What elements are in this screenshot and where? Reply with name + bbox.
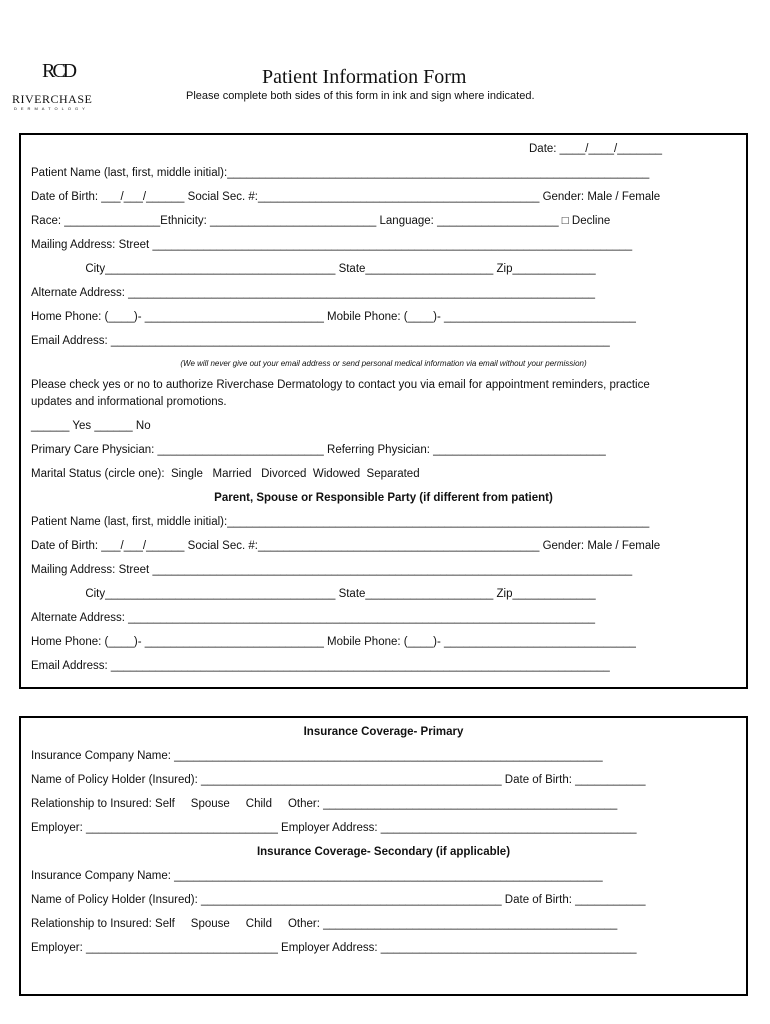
primary-policy-holder-field[interactable]: Name of Policy Holder (Insured): _______________________________________________ Date of Birth: ___________ <box>31 774 646 786</box>
form-subtitle: Please complete both sides of this form in ink and sign where indicated. <box>186 90 535 102</box>
phone-fields[interactable]: Home Phone: (____)- ____________________________ Mobile Phone: (____)- ______________________________ <box>31 311 636 323</box>
responsible-mailing-address-field[interactable]: Mailing Address: Street ___________________________________________________________________________ <box>31 564 633 576</box>
primary-employer-field[interactable]: Employer: ______________________________ Employer Address: ________________________________________ <box>31 822 637 834</box>
logo-name: RIVERCHASE <box>12 92 93 106</box>
email-consent-text: Please check yes or no to authorize Riverchase Dermatology to contact you via email for appointment reminders, practice <box>31 379 650 391</box>
secondary-policy-holder-field[interactable]: Name of Policy Holder (Insured): _______________________________________________ Date of Birth: ___________ <box>31 894 646 906</box>
mailing-address-field[interactable]: Mailing Address: Street ___________________________________________________________________________ <box>31 239 633 251</box>
responsible-phone-fields[interactable]: Home Phone: (____)- ____________________________ Mobile Phone: (____)- ______________________________ <box>31 636 636 648</box>
physician-fields[interactable]: Primary Care Physician: __________________________ Referring Physician: ___________________________ <box>31 444 606 456</box>
responsible-name-field[interactable]: Patient Name (last, first, middle initial):__________________________________________________________________ <box>31 516 650 528</box>
secondary-relationship-field[interactable]: Relationship to Insured: Self Spouse Child Other: ______________________________________________ <box>31 918 618 930</box>
race-ethnicity-language-field[interactable]: Race: _______________Ethnicity: __________________________ Language: ___________________ □ Decline <box>31 215 611 227</box>
date-field[interactable]: Date: ____/____/_______ <box>529 143 663 155</box>
responsible-party-heading: Parent, Spouse or Responsible Party (if different from patient) <box>214 492 553 504</box>
form-title: Patient Information Form <box>262 66 467 88</box>
primary-relationship-field[interactable]: Relationship to Insured: Self Spouse Child Other: ______________________________________________ <box>31 798 618 810</box>
email-address-field[interactable]: Email Address: ______________________________________________________________________________ <box>31 335 610 347</box>
insurance-section <box>19 716 748 996</box>
responsible-alternate-address-field[interactable]: Alternate Address: _________________________________________________________________________ <box>31 612 596 624</box>
secondary-insurance-company-field[interactable]: Insurance Company Name: ___________________________________________________________________ <box>31 870 603 882</box>
primary-insurance-heading: Insurance Coverage- Primary <box>303 726 464 738</box>
email-privacy-note: (We will never give out your email address or send personal medical information via email without your permission) <box>180 359 587 368</box>
city-state-zip-field[interactable]: City____________________________________ State____________________ Zip_____________ <box>31 263 596 275</box>
marital-status-field[interactable]: Marital Status (circle one): Single Married Divorced Widowed Separated <box>31 468 420 480</box>
alternate-address-field[interactable]: Alternate Address: _________________________________________________________________________ <box>31 287 596 299</box>
secondary-insurance-heading: Insurance Coverage- Secondary (if applicable) <box>256 846 511 858</box>
logo-subtitle: DERMATOLOGY <box>14 106 89 111</box>
dob-ssn-gender-field[interactable]: Date of Birth: ___/___/______ Social Sec. #:____________________________________________ Gender: Male / Female <box>31 191 661 203</box>
responsible-email-field[interactable]: Email Address: ______________________________________________________________________________ <box>31 660 610 672</box>
logo-monogram: RCD <box>42 60 75 82</box>
riverchase-logo <box>12 60 112 112</box>
email-consent-yes-no[interactable]: ______ Yes ______ No <box>31 420 151 432</box>
patient-information-section <box>19 133 748 689</box>
primary-insurance-company-field[interactable]: Insurance Company Name: ___________________________________________________________________ <box>31 750 603 762</box>
responsible-dob-ssn-gender-field[interactable]: Date of Birth: ___/___/______ Social Sec. #:____________________________________________ Gender: Male / Female <box>31 540 661 552</box>
secondary-employer-field[interactable]: Employer: ______________________________ Employer Address: ________________________________________ <box>31 942 637 954</box>
email-consent-text-2: updates and informational promotions. <box>31 396 227 408</box>
patient-name-field[interactable]: Patient Name (last, first, middle initial):__________________________________________________________________ <box>31 167 650 179</box>
responsible-city-state-zip-field[interactable]: City____________________________________ State____________________ Zip_____________ <box>31 588 596 600</box>
